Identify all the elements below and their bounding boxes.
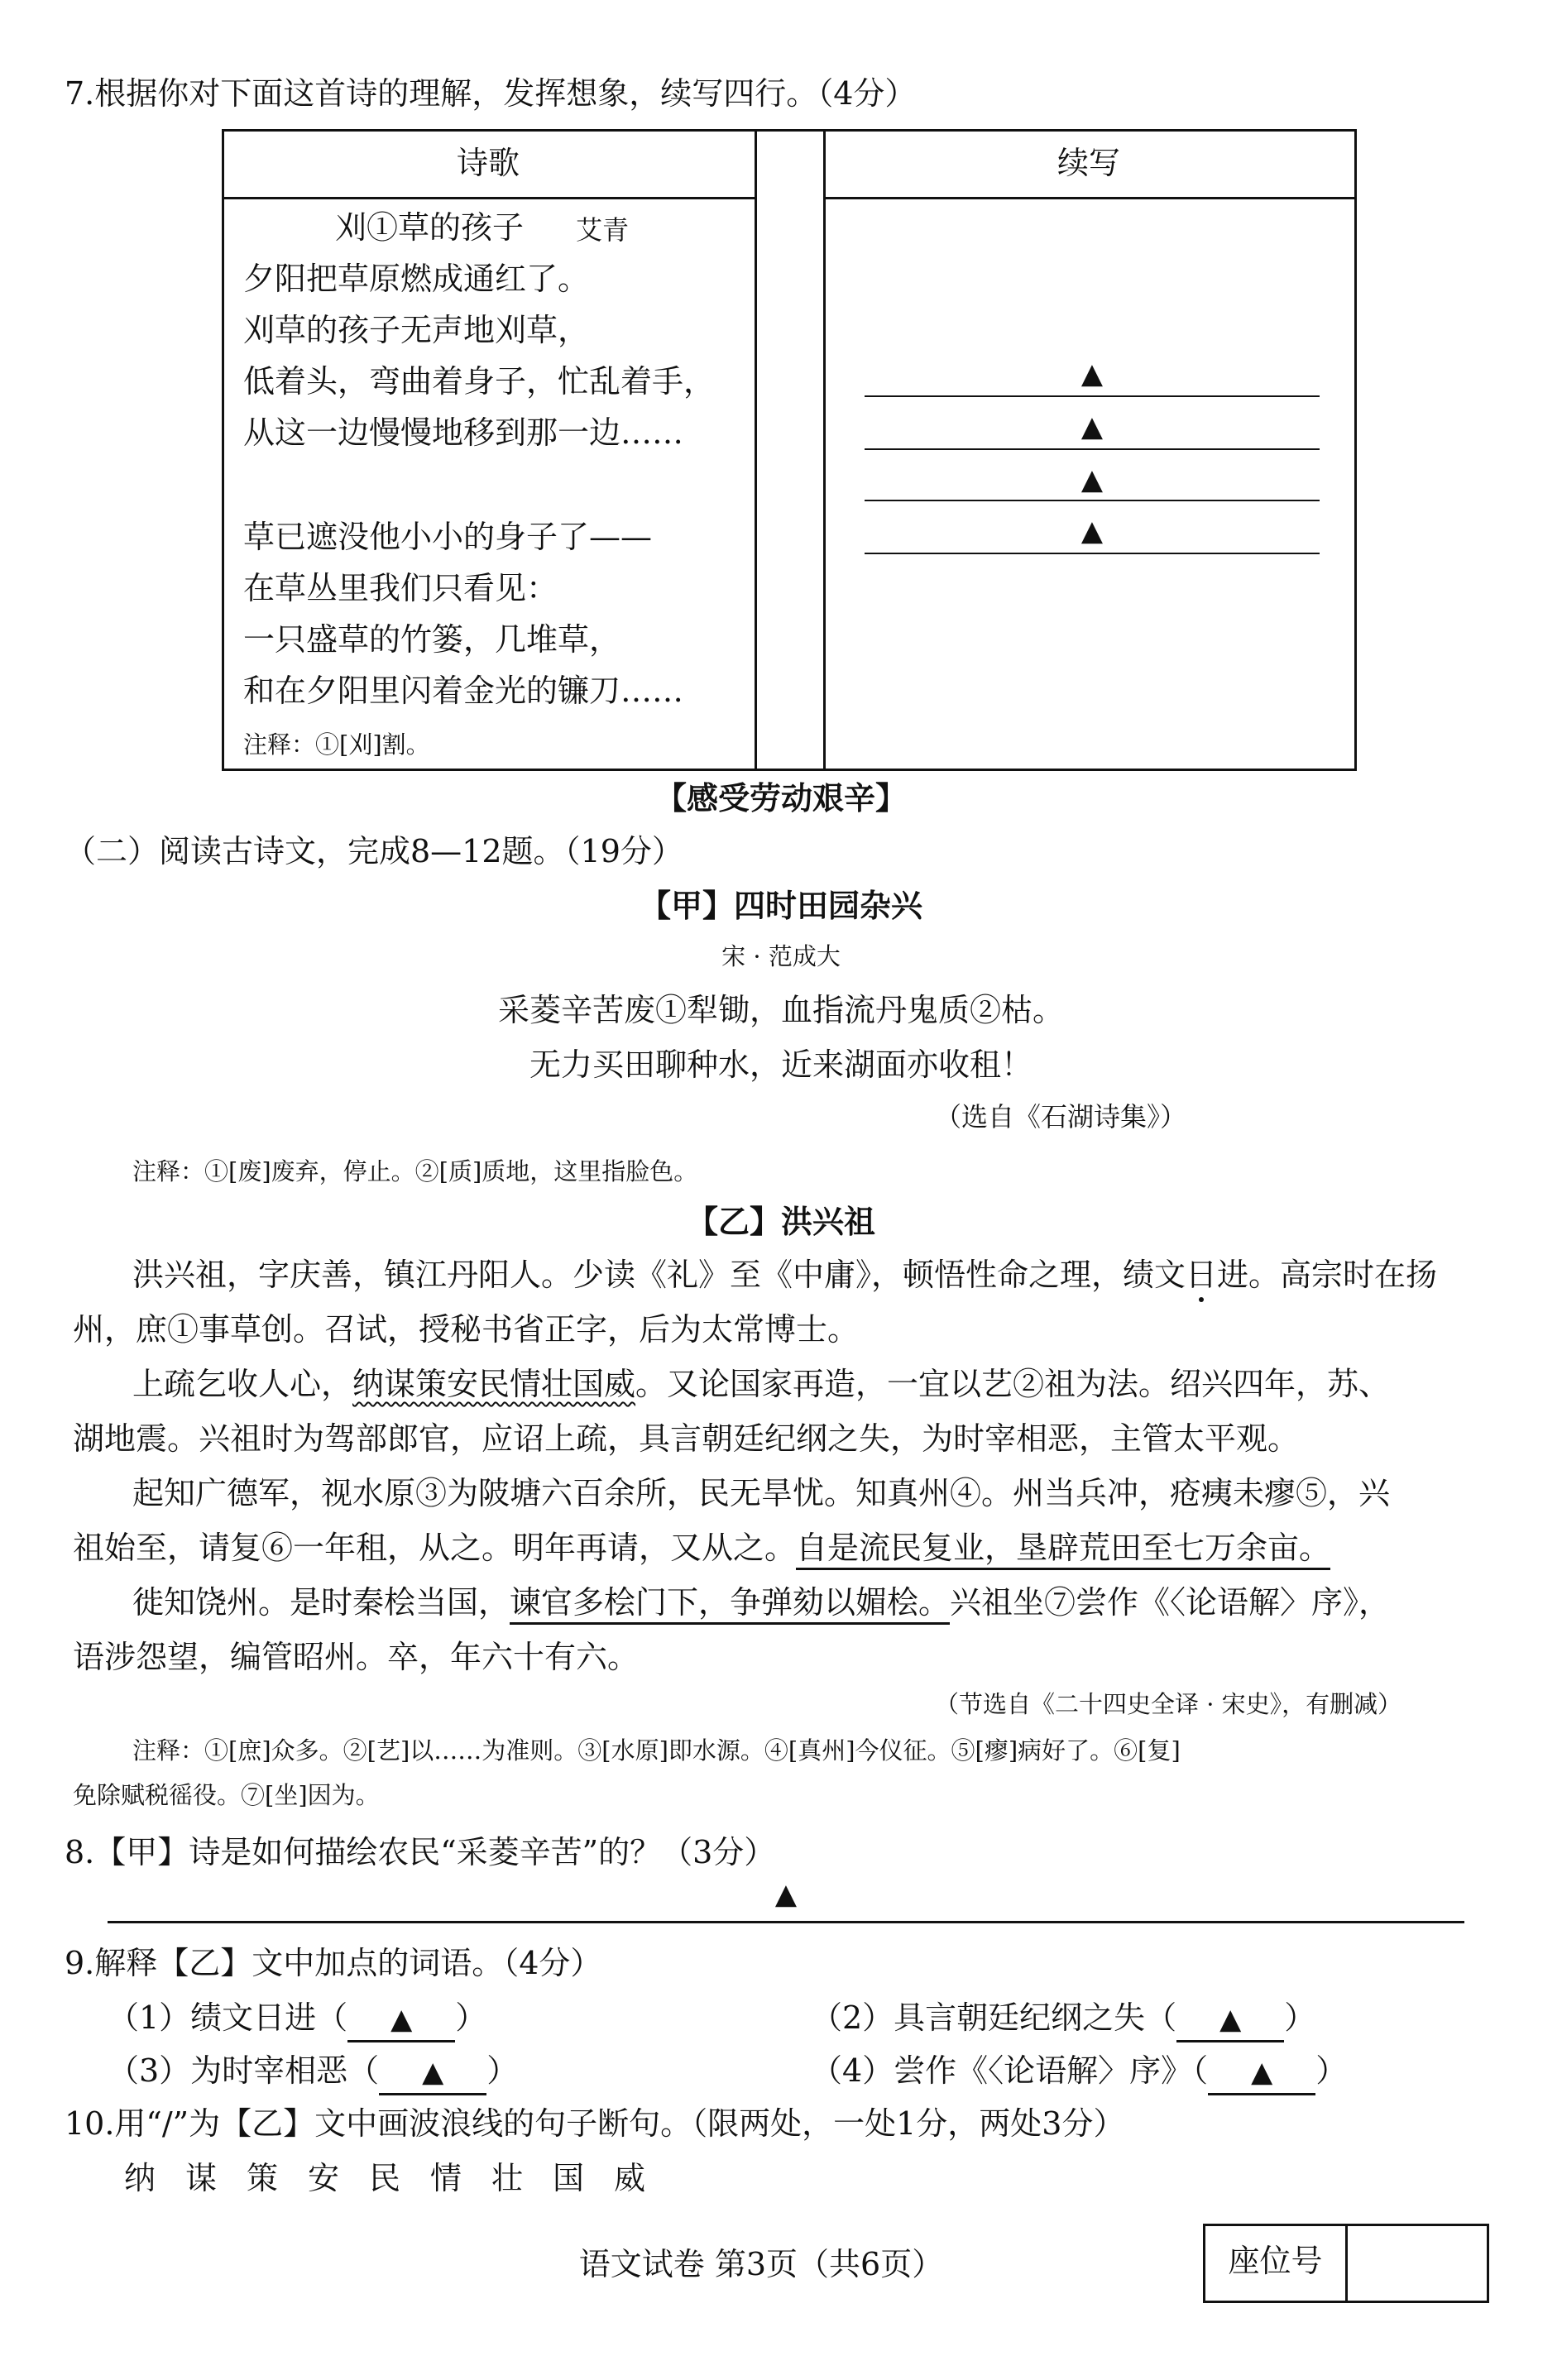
item-close: ） bbox=[1284, 1999, 1316, 2036]
wavy-sentence: 纳谋策安民情壮国威 bbox=[352, 1366, 636, 1402]
yi-notes-1: 注释：①[庶]众多。②[艺]以……为准则。③[水原]即水源。④[真州]今仪征。⑤[瘳]病好了。⑥[复] bbox=[132, 1736, 1181, 1765]
poem-note: 注释：①[刈]割。 bbox=[243, 730, 430, 759]
answer-mark: ▲ bbox=[1080, 357, 1104, 390]
yi-paragraph-1-cont: 州，庶①事草创。召试，授秘书省正字，后为太常博士。 bbox=[73, 1311, 860, 1348]
yi-paragraph-4 bbox=[132, 1582, 1390, 1623]
q9-item-1 bbox=[108, 1997, 486, 2042]
yi-paragraph-2-cont: 湖地震。兴祖时为驾部郎官，应诏上疏，具言朝廷纪纲之失，为时宰相恶，主管太平观。 bbox=[73, 1420, 1300, 1457]
answer-mark: ▲ bbox=[1219, 2003, 1242, 2036]
underlined-sentence: 自是流民复业，垦辟荒田至七万余亩。 bbox=[796, 1530, 1330, 1570]
yi-title: 【乙】洪兴祖 bbox=[686, 1203, 875, 1240]
q10-prompt: 10.用“/”为【乙】文中画波浪线的句子断句。（限两处，一处1分，两处3分） bbox=[65, 2105, 1125, 2142]
item-close: ） bbox=[455, 1999, 487, 2036]
poem-line: 从这一边慢慢地移到那一边…… bbox=[243, 414, 684, 451]
poem-author: 艾青 bbox=[576, 214, 630, 246]
poem-line: 刈草的孩子无声地刈草， bbox=[243, 312, 590, 348]
section-theme: 【感受劳动艰辛】 bbox=[654, 779, 907, 816]
yi-paragraph-3-cont bbox=[73, 1527, 1330, 1568]
yi-notes-2: 免除赋税徭役。⑦[坐]因为。 bbox=[73, 1781, 380, 1809]
q8-answer-line[interactable] bbox=[108, 1921, 1464, 1923]
seat-number-field[interactable] bbox=[1349, 2227, 1481, 2296]
q9-prompt: 9.解释【乙】文中加点的词语。（4分） bbox=[65, 1945, 602, 1981]
text-run: 进。高宗时在扬 bbox=[1217, 1257, 1438, 1293]
sentence-char: 情 bbox=[430, 2160, 462, 2196]
q8-answer-mark: ▲ bbox=[774, 1878, 798, 1911]
poem-line: 夕阳把草原燃成通红了。 bbox=[243, 261, 590, 297]
continue-header-line bbox=[823, 197, 1354, 199]
item-text: （3）为时宰相恶（ bbox=[108, 2052, 380, 2089]
seat-box-divider bbox=[1345, 2224, 1348, 2301]
text-run: 徙知饶州。是时秦桧当国， bbox=[132, 1584, 510, 1621]
sentence-char: 威 bbox=[614, 2160, 646, 2196]
poem-line: 在草丛里我们只看见： bbox=[243, 570, 558, 606]
answer-mark: ▲ bbox=[1080, 463, 1104, 496]
text-run: 祖始至，请复⑥一年租，从之。明年再请，又从之。 bbox=[73, 1530, 797, 1566]
yi-source: （节选自《二十四史全译 · 宋史》，有删减） bbox=[935, 1690, 1402, 1718]
text-run: 。又论国家再造，一宜以艺②祖为法。绍兴四年，苏、 bbox=[635, 1366, 1391, 1402]
answer-line-1[interactable] bbox=[865, 395, 1320, 397]
text-run: 兴祖坐⑦尝作《〈论语解〉序》， bbox=[950, 1584, 1391, 1621]
answer-mark: ▲ bbox=[1080, 410, 1104, 443]
sentence-char: 策 bbox=[247, 2160, 279, 2196]
underlined-sentence: 谏官多桧门下，争弹劾以媚桧。 bbox=[510, 1584, 950, 1625]
poem-line: 一只盛草的竹篓，几堆草， bbox=[243, 621, 621, 658]
q9-item-3 bbox=[108, 2050, 518, 2095]
col-poem-header: 诗歌 bbox=[456, 145, 520, 181]
answer-line-3[interactable] bbox=[865, 500, 1320, 501]
table-divider-left bbox=[755, 129, 757, 769]
answer-blank[interactable] bbox=[347, 1997, 455, 2042]
poem-line: 低着头，弯曲着身子，忙乱着手， bbox=[243, 363, 716, 400]
page-footer: 语文试卷 第3页（共6页） bbox=[578, 2246, 944, 2282]
q9-item-2 bbox=[811, 1997, 1315, 2042]
poem-title: 刈①草的孩子 bbox=[335, 209, 525, 246]
answer-mark: ▲ bbox=[1080, 515, 1104, 548]
sentence-char: 纳 bbox=[124, 2160, 156, 2196]
yi-paragraph-3: 起知广德军，视水原③为陂塘六百余所，民无旱忧。知真州④。州当兵冲，疮痍未瘳⑤，兴 bbox=[132, 1475, 1391, 1511]
table-divider-right bbox=[823, 129, 826, 769]
answer-line-2[interactable] bbox=[865, 448, 1320, 450]
item-close: ） bbox=[486, 2052, 519, 2089]
sentence-char: 谋 bbox=[185, 2160, 218, 2196]
dotted-word: 日 bbox=[1186, 1254, 1217, 1295]
seat-label: 座位号 bbox=[1228, 2243, 1323, 2279]
answer-mark: ▲ bbox=[422, 2056, 444, 2089]
answer-mark: ▲ bbox=[390, 2003, 413, 2036]
text-run: 洪兴祖，字庆善，镇江丹阳人。少读《礼》至《中庸》，顿悟性命之理，绩文 bbox=[132, 1257, 1186, 1293]
poem-line: 草已遮没他小小的身子了—— bbox=[243, 519, 653, 555]
item-text: （4）尝作《〈论语解〉序》（ bbox=[811, 2052, 1209, 2089]
answer-mark: ▲ bbox=[1251, 2056, 1273, 2089]
jia-line-1: 采菱辛苦废①犁锄，血指流丹鬼质②枯。 bbox=[497, 992, 1064, 1028]
q9-item-4 bbox=[811, 2050, 1347, 2095]
q8-prompt: 8.【甲】诗是如何描绘农民“采菱辛苦”的？（3分） bbox=[65, 1834, 776, 1870]
sentence-char: 壮 bbox=[491, 2160, 524, 2196]
item-text: （1）绩文日进（ bbox=[108, 1999, 348, 2036]
answer-line-4[interactable] bbox=[865, 553, 1320, 554]
q7-prompt: 7.根据你对下面这首诗的理解，发挥想象，续写四行。（4分） bbox=[65, 75, 917, 112]
poem-header-line bbox=[222, 197, 757, 199]
answer-blank[interactable] bbox=[1208, 2050, 1315, 2095]
answer-blank[interactable] bbox=[1176, 1997, 1284, 2042]
jia-source: （选自《石湖诗集》） bbox=[935, 1101, 1187, 1133]
answer-blank[interactable] bbox=[379, 2050, 486, 2095]
sentence-char: 安 bbox=[308, 2160, 340, 2196]
jia-line-2: 无力买田聊种水，近来湖面亦收租！ bbox=[529, 1046, 1033, 1083]
item-text: （2）具言朝廷纪纲之失（ bbox=[811, 1999, 1177, 2036]
poem-line: 和在夕阳里闪着金光的镰刀…… bbox=[243, 673, 684, 709]
sentence-char: 民 bbox=[369, 2160, 401, 2196]
yi-paragraph-2 bbox=[132, 1363, 1390, 1405]
col-continue-header: 续写 bbox=[1057, 145, 1120, 181]
item-close: ） bbox=[1315, 2052, 1348, 2089]
q10-sentence[interactable] bbox=[124, 2157, 675, 2199]
yi-paragraph-4-cont: 语涉怨望，编管昭州。卒，年六十有六。 bbox=[73, 1639, 640, 1675]
section-heading: （二）阅读古诗文，完成8—12题。（19分） bbox=[65, 833, 683, 869]
sentence-char: 国 bbox=[553, 2160, 585, 2196]
text-run: 上疏乞收人心， bbox=[132, 1366, 353, 1402]
yi-paragraph-1 bbox=[132, 1254, 1437, 1295]
jia-author: 宋 · 范成大 bbox=[721, 942, 841, 970]
jia-notes: 注释：①[废]废弃，停止。②[质]质地，这里指脸色。 bbox=[132, 1157, 698, 1185]
jia-title: 【甲】四时田园杂兴 bbox=[639, 887, 922, 924]
